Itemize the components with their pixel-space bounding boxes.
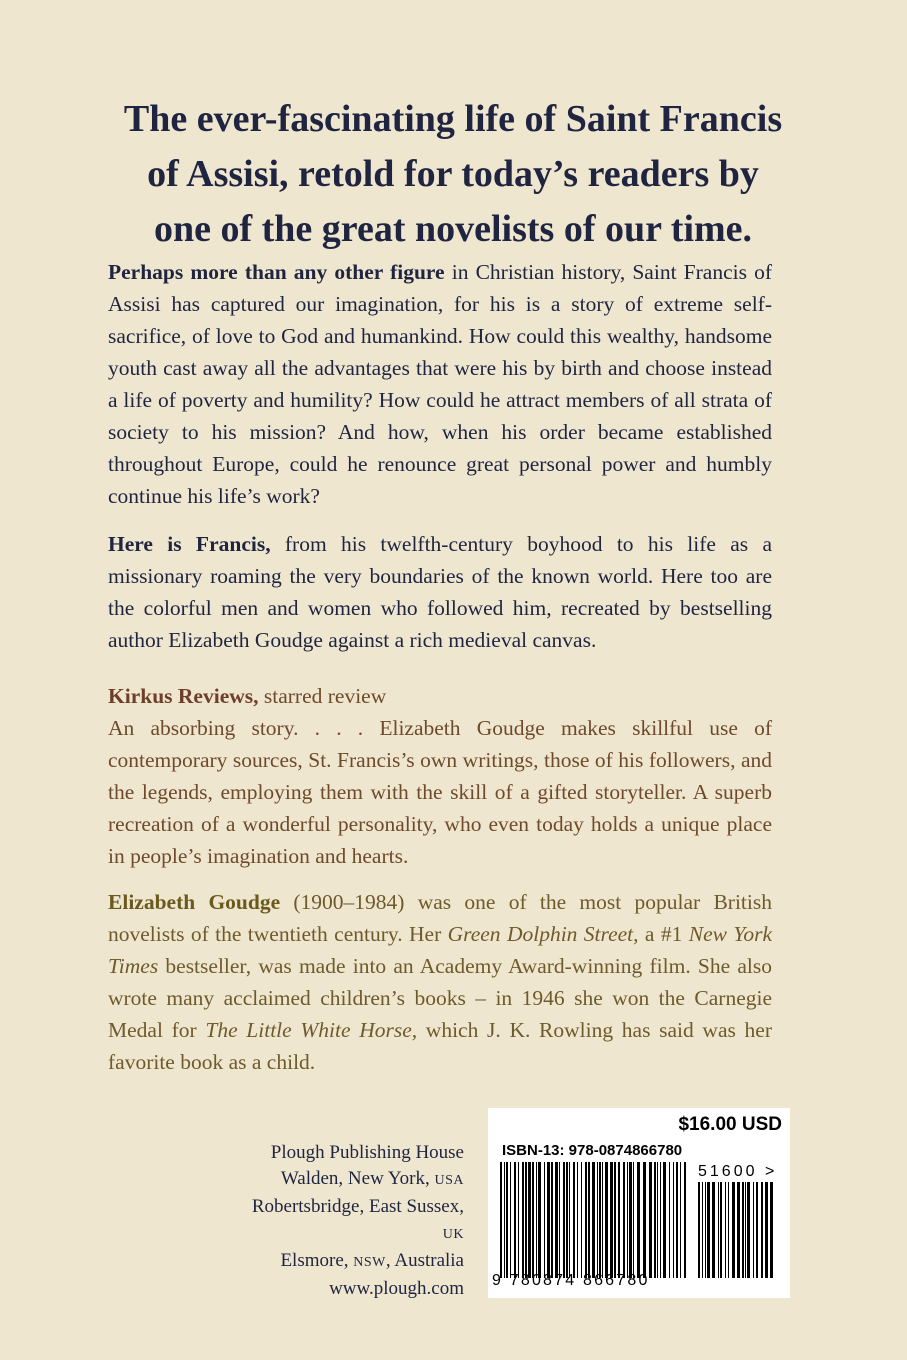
barcode-bar	[745, 1182, 746, 1278]
barcode-bar	[592, 1162, 595, 1278]
publisher-block	[230, 1140, 464, 1302]
barcode-digits: 9 780874 866780	[492, 1272, 650, 1289]
barcode-bar	[756, 1182, 758, 1278]
paragraph-2-body: from his twelfth-century boyhood to his life as a missionary roaming the very boundaries of the known world. Here too are the colorful men and women who followed him, recreated by bestselling author Elizabeth Goudge against a rich medieval canvas.	[108, 532, 772, 652]
headline	[88, 92, 818, 257]
location-1-city: Walden, New York,	[280, 1168, 435, 1189]
barcode-bar	[707, 1182, 710, 1278]
price-addon-barcode	[698, 1182, 776, 1278]
review-source: Kirkus Reviews,	[108, 684, 259, 708]
barcode-box	[488, 1108, 790, 1298]
barcode-bar	[732, 1182, 735, 1278]
barcode-bar	[504, 1162, 505, 1278]
headline-line-2: of Assisi, retold for today’s readers by	[147, 153, 759, 195]
barcode-bar	[657, 1162, 658, 1278]
price-label: $16.00 USD	[678, 1114, 782, 1135]
isbn-barcode	[500, 1162, 688, 1278]
barcode-bar	[737, 1182, 740, 1278]
barcode-bar	[605, 1162, 608, 1278]
barcode-bar	[627, 1162, 628, 1278]
bio-text-2: a #1	[638, 922, 689, 946]
barcode-bar	[753, 1182, 754, 1278]
barcode-bar	[629, 1162, 632, 1278]
barcode-bar	[573, 1162, 575, 1278]
barcode-bar	[770, 1182, 773, 1278]
barcode-bar	[660, 1162, 661, 1278]
barcode-bar	[514, 1162, 516, 1278]
barcode-bar	[602, 1162, 603, 1278]
location-1-country: USA	[434, 1173, 464, 1188]
barcode-bar	[676, 1162, 678, 1278]
headline-line-1: The ever-fascinating life of Saint Francis	[123, 98, 783, 140]
barcode-bar	[563, 1162, 565, 1278]
author-bio	[108, 886, 772, 1078]
description-paragraph-1	[108, 256, 772, 512]
barcode-bar	[623, 1162, 625, 1278]
bio-text-1: (1900–1984) was one of the most popular British novelists of the twentieth century. Her	[108, 890, 772, 946]
barcode-bar	[536, 1162, 537, 1278]
publisher-location-2	[230, 1194, 464, 1248]
barcode-bar	[728, 1182, 729, 1278]
barcode-bar	[649, 1162, 652, 1278]
isbn-label: ISBN-13: 978-0874866780	[502, 1142, 683, 1159]
barcode-bar	[551, 1162, 553, 1278]
barcode-bar	[680, 1162, 681, 1278]
barcode-bar	[761, 1182, 763, 1278]
paragraph-2-lead: Here is Francis,	[108, 532, 271, 556]
barcode-bar	[559, 1162, 560, 1278]
barcode-bar	[555, 1162, 558, 1278]
barcode-bar	[547, 1162, 550, 1278]
barcode-bar	[610, 1162, 613, 1278]
barcode-bar	[588, 1162, 590, 1278]
location-2-country: UK	[442, 1227, 464, 1242]
description-paragraph-2	[108, 528, 772, 656]
paragraph-1-lead: Perhaps more than any other figure	[108, 260, 445, 284]
barcode-bar	[669, 1162, 670, 1278]
barcode-bar	[633, 1162, 634, 1278]
bio-title-little-white-horse: The Little White Horse,	[205, 1018, 418, 1042]
publisher-location-1	[230, 1166, 464, 1194]
location-3-state: NSW	[353, 1255, 386, 1270]
barcode-bar	[525, 1162, 527, 1278]
barcode-bar	[618, 1162, 620, 1278]
barcode-bar	[705, 1182, 706, 1278]
barcode-bar	[698, 1182, 700, 1278]
barcode-bar	[518, 1162, 519, 1278]
barcode-bar	[720, 1182, 722, 1278]
barcode-bar	[599, 1162, 601, 1278]
barcode-bar	[500, 1162, 502, 1278]
barcode-bar	[742, 1182, 744, 1278]
location-3-city: Elsmore,	[280, 1250, 354, 1271]
barcode-bar	[663, 1162, 666, 1278]
barcode-bar	[614, 1162, 616, 1278]
barcode-bar	[566, 1162, 568, 1278]
barcode-bar	[528, 1162, 531, 1278]
location-2-city: Robertsbridge, East Sussex,	[251, 1196, 464, 1217]
bio-title-nyt: New York Times	[108, 922, 772, 978]
barcode-bar	[538, 1162, 541, 1278]
paragraph-1-body: in Christian history, Saint Francis of Assisi has captured our imagination, for his is a story of extreme self-sacrifice, of love to God and humankind. How could this wealthy, handsome youth cast away all the advantages that were his by birth and choose instead a life of poverty and humility? How could he attract members of all strata of society to his mission? And how, when his order became established throughout Europe, could he renounce great personal power and humbly continue his life’s work?	[108, 260, 772, 508]
barcode-bar	[684, 1162, 686, 1278]
bio-title-green-dolphin: Green Dolphin Street,	[447, 922, 639, 946]
barcode-bar	[569, 1162, 570, 1278]
review-attribution	[108, 680, 772, 712]
publisher-website: www.plough.com	[329, 1278, 464, 1299]
review-block	[108, 680, 772, 872]
barcode-bar	[765, 1182, 768, 1278]
headline-line-3: one of the great novelists of our time.	[153, 208, 753, 250]
location-3-country: , Australia	[385, 1250, 464, 1271]
barcode-bar	[581, 1162, 582, 1278]
barcode-bar	[643, 1162, 646, 1278]
author-name: Elizabeth Goudge	[108, 890, 281, 914]
bio-text-3: bestseller, was made into an Academy Award-winning film. She also wrote many acclaimed children’s books – in 1946 she won the Carnegie Medal for	[108, 954, 772, 1042]
barcode-bar	[532, 1162, 534, 1278]
barcode-bar	[597, 1162, 598, 1278]
barcode-bar	[702, 1182, 703, 1278]
barcode-bar	[506, 1162, 508, 1278]
review-quote: An absorbing story. . . . Elizabeth Goudge makes skillful use of contemporary sources, St. Francis’s own writings, those of his followers, and the legends, employing them with the skill of a gifted storyteller. A superb recreation of a wonderful personality, who even today holds a unique place in people’s imagination and hearts.	[108, 716, 772, 868]
barcode-bar	[522, 1162, 524, 1278]
barcode-bar	[585, 1162, 587, 1278]
barcode-bar	[654, 1162, 656, 1278]
bio-text-4: which J. K. Rowling has said was her favorite book as a child.	[108, 1018, 772, 1074]
review-source-note: starred review	[258, 684, 387, 708]
barcode-bar	[544, 1162, 545, 1278]
barcode-bar	[637, 1162, 640, 1278]
barcode-bar	[725, 1182, 726, 1278]
publisher-location-3	[230, 1248, 464, 1276]
barcode-bar	[510, 1162, 511, 1278]
addon-digits: 51600 >	[698, 1163, 778, 1180]
barcode-bar	[747, 1182, 750, 1278]
publisher-name: Plough Publishing House	[270, 1142, 464, 1163]
barcode-bar	[712, 1182, 715, 1278]
barcode-bar	[673, 1162, 674, 1278]
barcode-bar	[718, 1182, 719, 1278]
barcode-bar	[577, 1162, 578, 1278]
